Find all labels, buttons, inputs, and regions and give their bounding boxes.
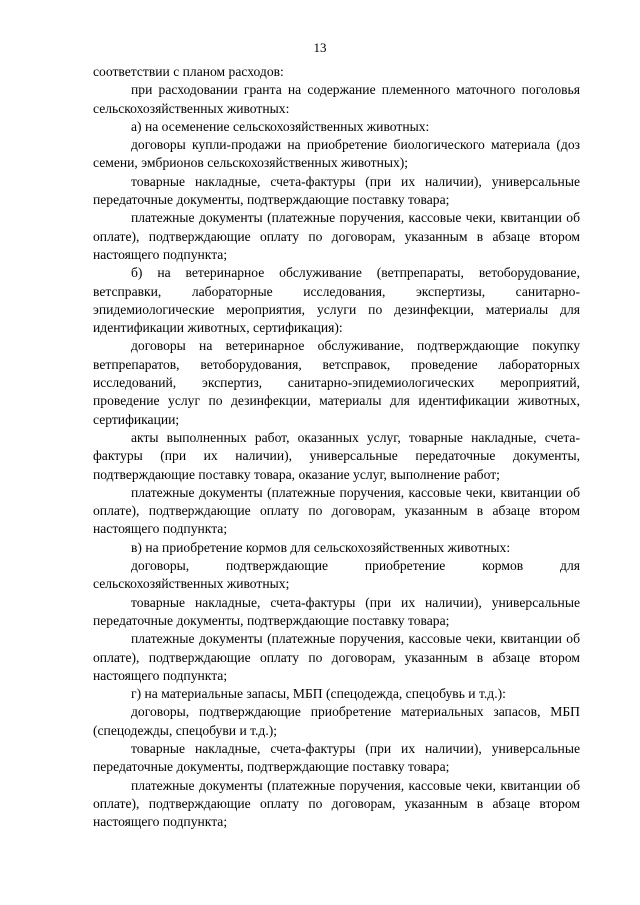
document-body bbox=[93, 63, 580, 831]
page-number: 13 bbox=[313, 40, 327, 55]
paragraph-continuation: соответствии с планом расходов: bbox=[93, 64, 284, 79]
paragraph-subitem-g: г) на материальные запасы, МБП (спецодежда, спецобувь и т.д.): bbox=[131, 686, 506, 702]
paragraph-subitem-v: в) на приобретение кормов для сельскохозяйственных животных: bbox=[131, 539, 511, 555]
paragraph: товарные накладные, счета-фактуры (при их наличии), универсальные передаточные документы, подтверждающие поставку товара; bbox=[93, 594, 580, 628]
paragraph: товарные накладные, счета-фактуры (при их наличии), универсальные передаточные документы, подтверждающие поставку товара; bbox=[93, 173, 580, 208]
paragraph-subitem-b: б) на ветеринарное обслуживание (ветпрепараты, ветоборудование, ветсправки, лабораторные исследования, экспертизы, санитарно-эпидемиологические мероприятия, услуги по дезинфекции, материалы для идентификации животных, сертификация): bbox=[93, 265, 580, 336]
paragraph: платежные документы (платежные поручения, кассовые чеки, квитанции об оплате), подтверждающие оплату по договорам, указанным в абзаце втором настоящего подпункта; bbox=[93, 210, 580, 262]
paragraph: платежные документы (платежные поручения, кассовые чеки, квитанции об оплате), подтверждающие оплату по договорам, указанным в абзаце втором настоящего подпункта; bbox=[93, 777, 580, 830]
paragraph-subitem-a: а) на осеменение сельскохозяйственных животных: bbox=[131, 118, 430, 134]
paragraph: договоры на ветеринарное обслуживание, подтверждающие покупку ветпрепаратов, ветоборудования, ветсправок, проведение лабораторных исследований, экспертиз, санитарно-эпидемиологических мероприятий, проведение услуг по дезинфекции, материалы для идентификации животных, сертификации; bbox=[93, 338, 580, 427]
paragraph: договоры, подтверждающие приобретение кормов для сельскохозяйственных животных; bbox=[93, 558, 580, 592]
paragraph: платежные документы (платежные поручения, кассовые чеки, квитанции об оплате), подтверждающие оплату по договорам, указанным в абзаце втором настоящего подпункта; bbox=[93, 631, 580, 683]
paragraph: товарные накладные, счета-фактуры (при их наличии), универсальные передаточные документы, подтверждающие поставку товара; bbox=[93, 740, 580, 775]
paragraph: платежные документы (платежные поручения, кассовые чеки, квитанции об оплате), подтверждающие оплату по договорам, указанным в абзаце втором настоящего подпункта; bbox=[93, 484, 580, 537]
paragraph: договоры, подтверждающие приобретение материальных запасов, МБП (спецодежды, спецобуви и т.д.); bbox=[93, 704, 580, 738]
paragraph-grant-livestock: при расходовании гранта на содержание племенного маточного поголовья сельскохозяйственных животных: bbox=[93, 82, 580, 116]
paragraph: акты выполненных работ, оказанных услуг, товарные накладные, счета-фактуры (при их наличии), универсальные передаточные документы, подтверждающие поставку товара, оказание услуг, выполнение работ; bbox=[93, 429, 580, 482]
paragraph: договоры купли-продажи на приобретение биологического материала (доз семени, эмбрионов сельскохозяйственных животных); bbox=[93, 137, 580, 171]
